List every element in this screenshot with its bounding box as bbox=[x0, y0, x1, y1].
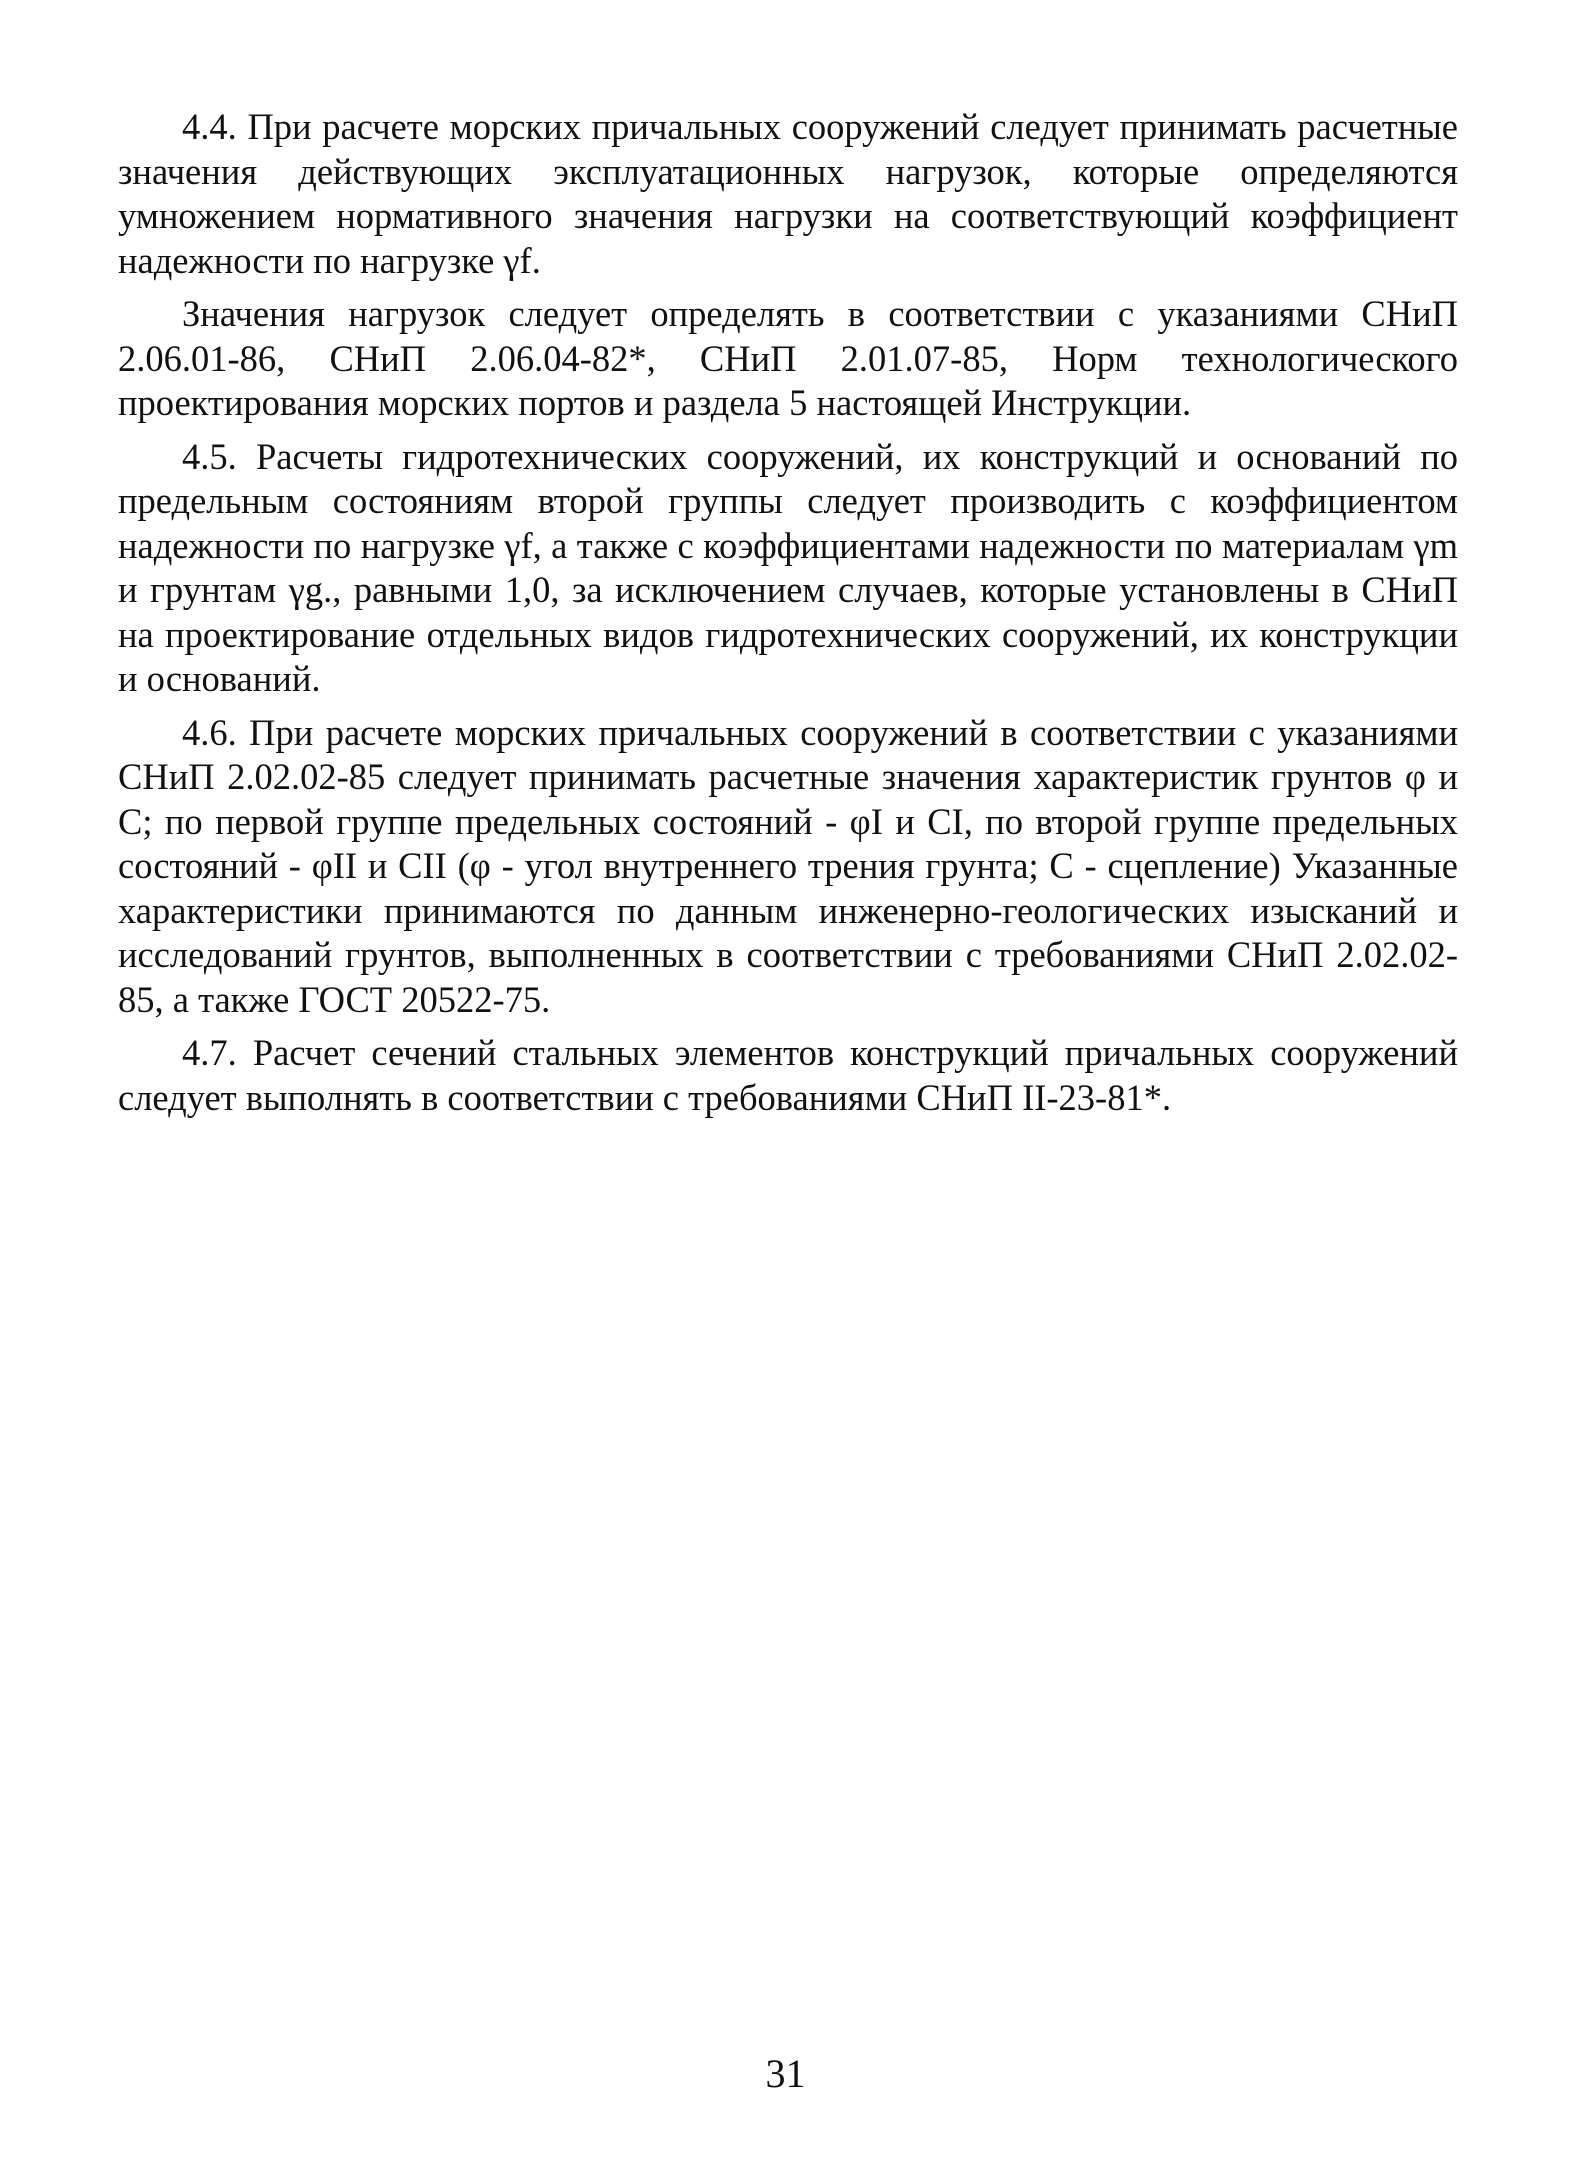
page-number: 31 bbox=[765, 2051, 806, 2096]
paragraph-loads: Значения нагрузок следует определять в соответствии с указаниями СНиП 2.06.01-86, СНиП 2.06.04-82*, СНиП 2.01.07-85, Норм технологического проектирования морских портов и раздела 5 настоящей Инструкции. bbox=[118, 293, 1458, 423]
document-body bbox=[118, 105, 1458, 1120]
paragraph-4-4: 4.4. При расчете морских причальных сооружений следует принимать расчетные значения действующих эксплуатационных нагрузок, которые определяются умножением нормативного значения нагрузки на соответствующий коэффициент надежности по нагрузке γf. bbox=[118, 106, 1458, 281]
paragraph-4-6: 4.6. При расчете морских причальных сооружений в соответствии с указаниями СНиП 2.02.02-85 следует принимать расчетные значения характеристик грунтов φ и C; по первой группе предельных состояний - φI и CI, по второй группе предельных состояний - φII и CII (φ - угол внутреннего трения грунта; C - сцепление) Указанные характеристики принимаются по данным инженерно-геологических изысканий и исследований грунтов, выполненных в соответствии с требованиями СНиП 2.02.02-85, а также ГОСТ 20522-75. bbox=[118, 711, 1458, 1020]
paragraph-4-7: 4.7. Расчет сечений стальных элементов конструкций причальных сооружений следует выполнять в соответствии с требованиями СНиП II-23-81*. bbox=[118, 1032, 1458, 1118]
paragraph-4-5: 4.5. Расчеты гидротехнических сооружений, их конструкций и оснований по предельным состояниям второй группы следует производить с коэффициентом надежности по нагрузке γf, а также с коэффициентами надежности по материалам γm и грунтам γg., равными 1,0, за исключением случаев, которые установлены в СНиП на проектирование отдельных видов гидротехнических сооружений, их конструкции и оснований. bbox=[118, 435, 1458, 699]
